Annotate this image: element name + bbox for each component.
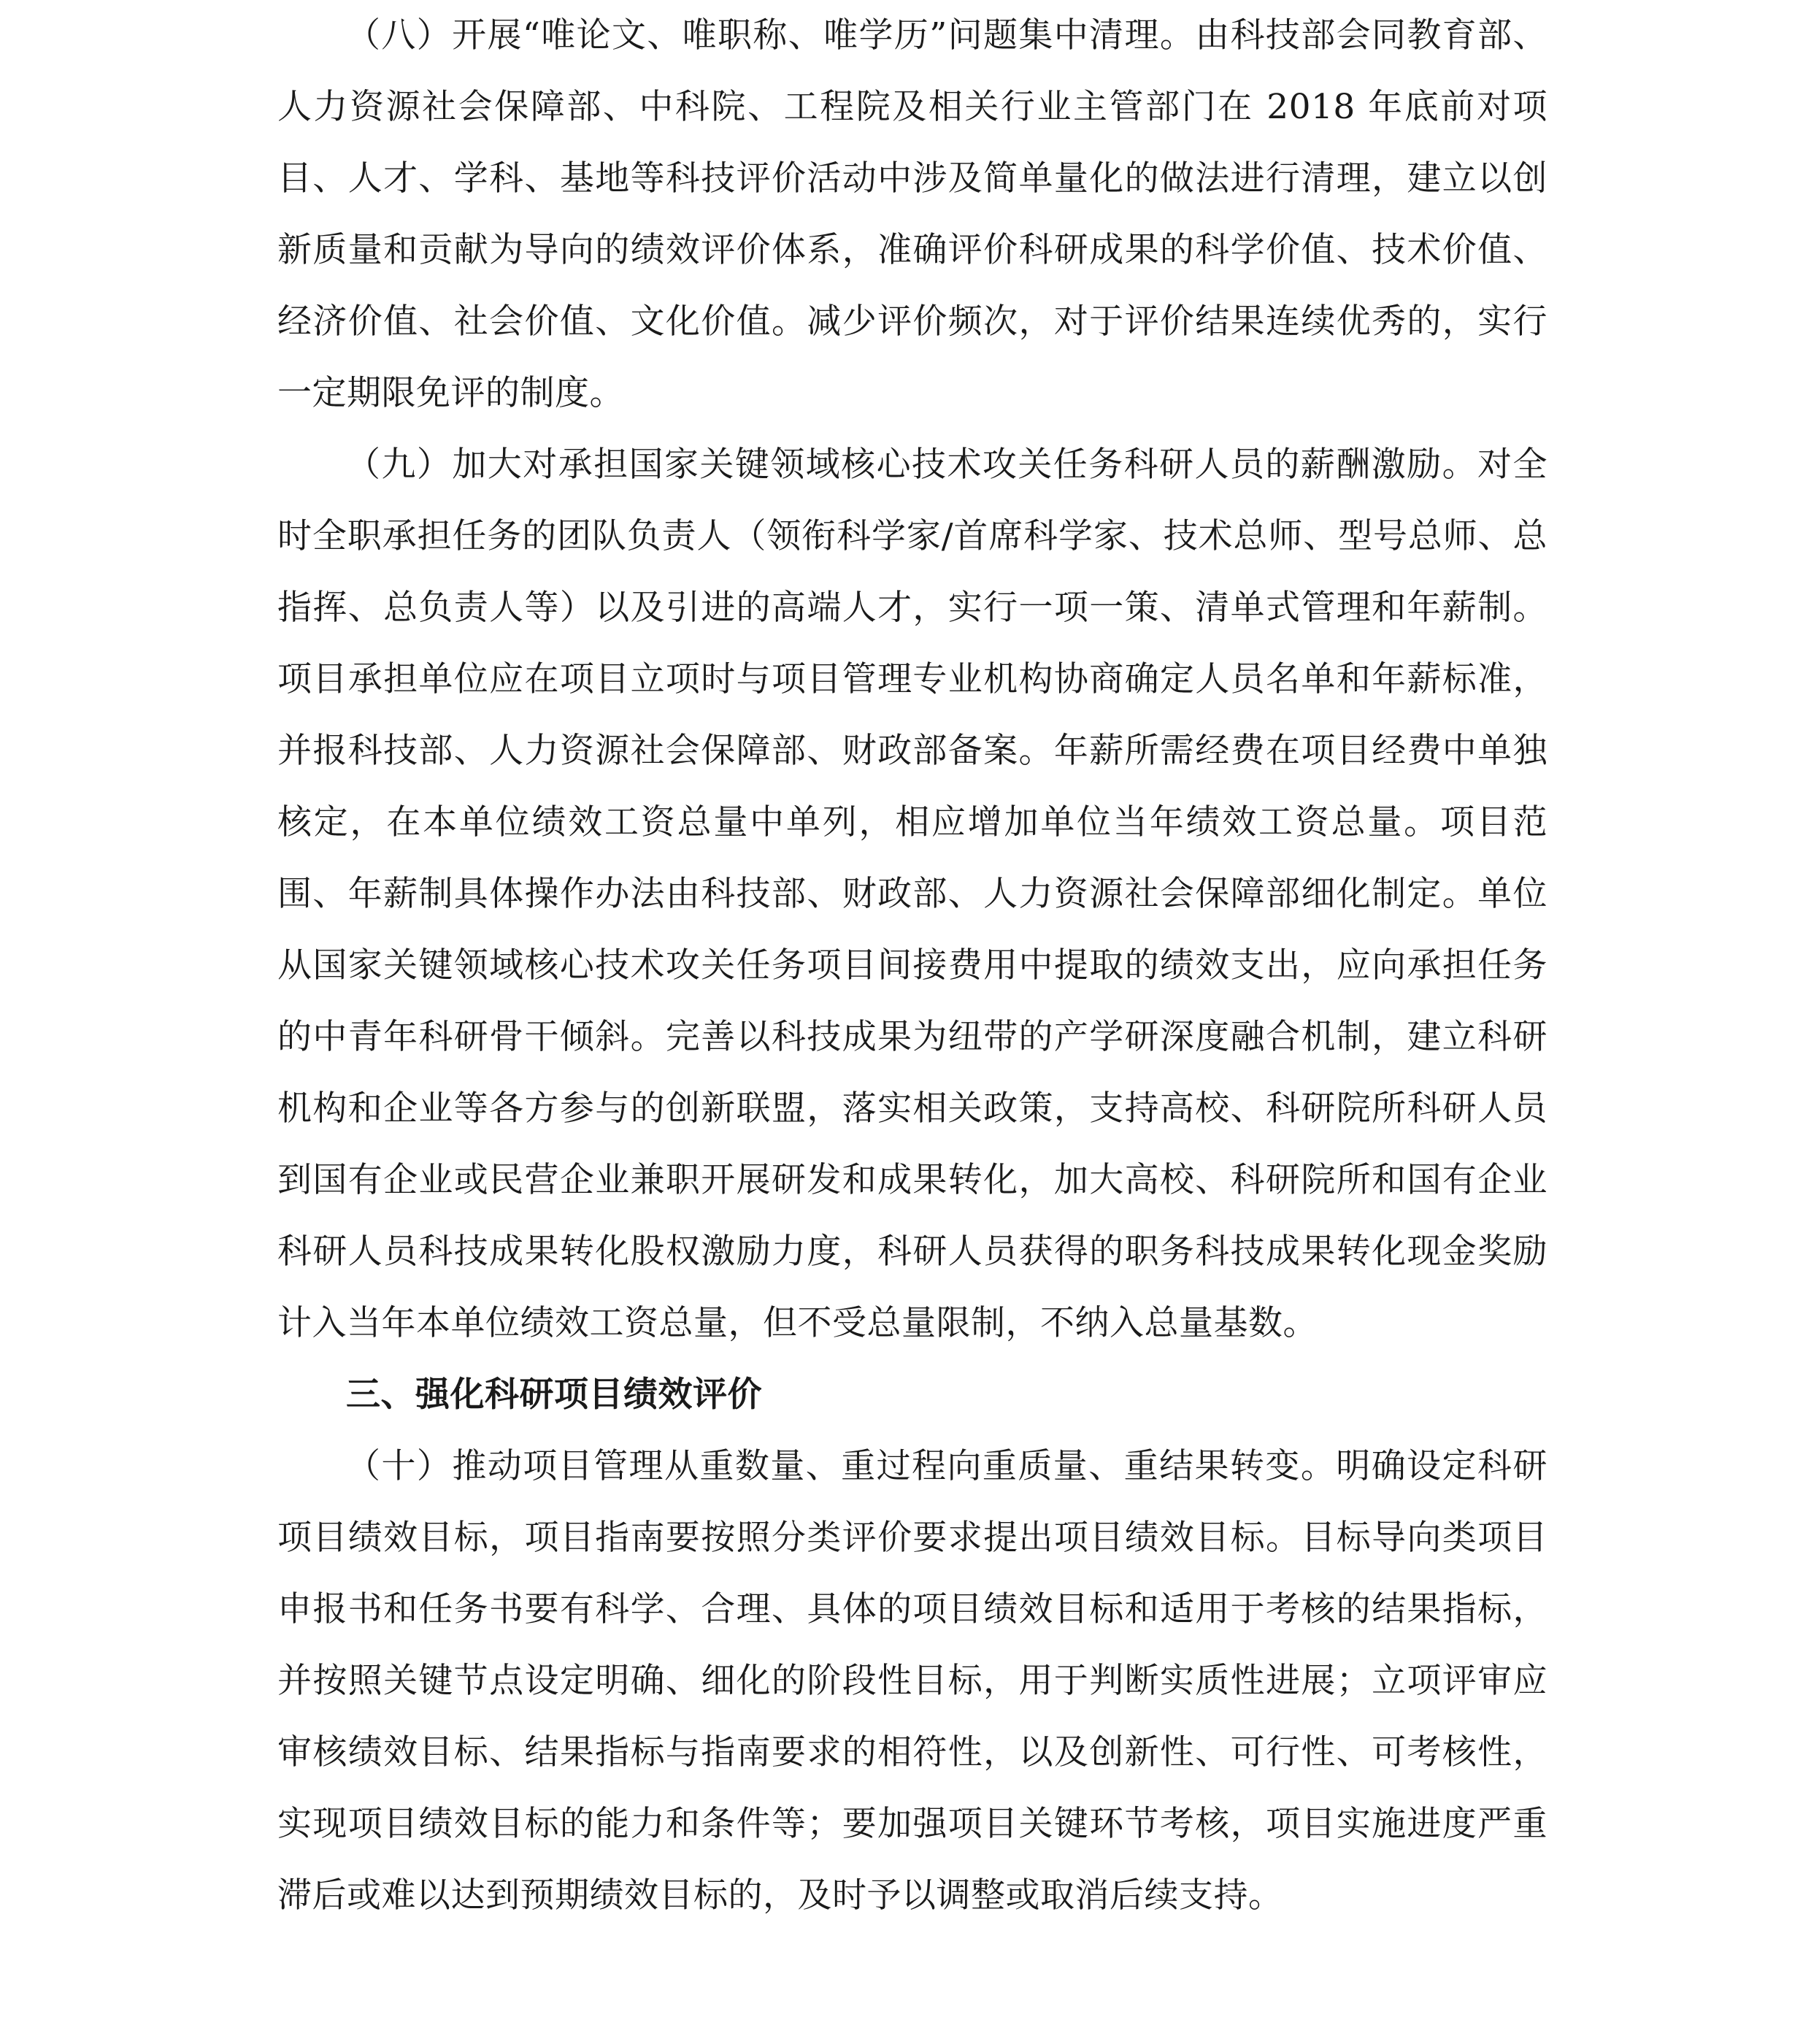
paragraph-8: （八）开展“唯论文、唯职称、唯学历”问题集中清理。由科技部会同教育部、人力资源社会保障部、中科院、工程院及相关行业主管部门在 2018 年底前对项目、人才、学科、基地等科技评价活动中涉及简单量化的做法进行清理，建立以创新质量和贡献为导向的绩效评价体系，准确评价科研成果的科学价值、技术价值、经济价值、社会价值、文化价值。减少评价频次，对于评价结果连续优秀的，实行一定期限免评的制度。 [277, 15, 1547, 413]
section-heading: 三、强化科研项目绩效评价 [346, 1375, 762, 1415]
document-body [277, 0, 1547, 1932]
paragraph-9: （九）加大对承担国家关键领域核心技术攻关任务科研人员的薪酬激励。对全时全职承担任务的团队负责人（领衔科学家/首席科学家、技术总师、型号总师、总指挥、总负责人等）以及引进的高端人才，实行一项一策、清单式管理和年薪制。项目承担单位应在项目立项时与项目管理专业机构协商确定人员名单和年薪标准，并报科技部、人力资源社会保障部、财政部备案。年薪所需经费在项目经费中单独核定，在本单位绩效工资总量中单列，相应增加单位当年绩效工资总量。项目范围、年薪制具体操作办法由科技部、财政部、人力资源社会保障部细化制定。单位从国家关键领域核心技术攻关任务项目间接费用中提取的绩效支出，应向承担任务的中青年科研骨干倾斜。完善以科技成果为纽带的产学研深度融合机制，建立科研机构和企业等各方参与的创新联盟，落实相关政策，支持高校、科研院所科研人员到国有企业或民营企业兼职开展研发和成果转化，加大高校、科研院所和国有企业科研人员科技成果转化股权激励力度，科研人员获得的职务科技成果转化现金奖励计入当年本单位绩效工资总量，但不受总量限制，不纳入总量基数。 [277, 445, 1547, 1343]
paragraph-10: （十）推动项目管理从重数量、重过程向重质量、重结果转变。明确设定科研项目绩效目标，项目指南要按照分类评价要求提出项目绩效目标。目标导向类项目申报书和任务书要有科学、合理、具体的项目绩效目标和适用于考核的结果指标，并按照关键节点设定明确、细化的阶段性目标，用于判断实质性进展；立项评审应审核绩效目标、结果指标与指南要求的相符性，以及创新性、可行性、可考核性，实现项目绩效目标的能力和条件等；要加强项目关键环节考核，项目实施进度严重滞后或难以达到预期绩效目标的，及时予以调整或取消后续支持。 [277, 1446, 1547, 1916]
document-page [277, 0, 1547, 2044]
